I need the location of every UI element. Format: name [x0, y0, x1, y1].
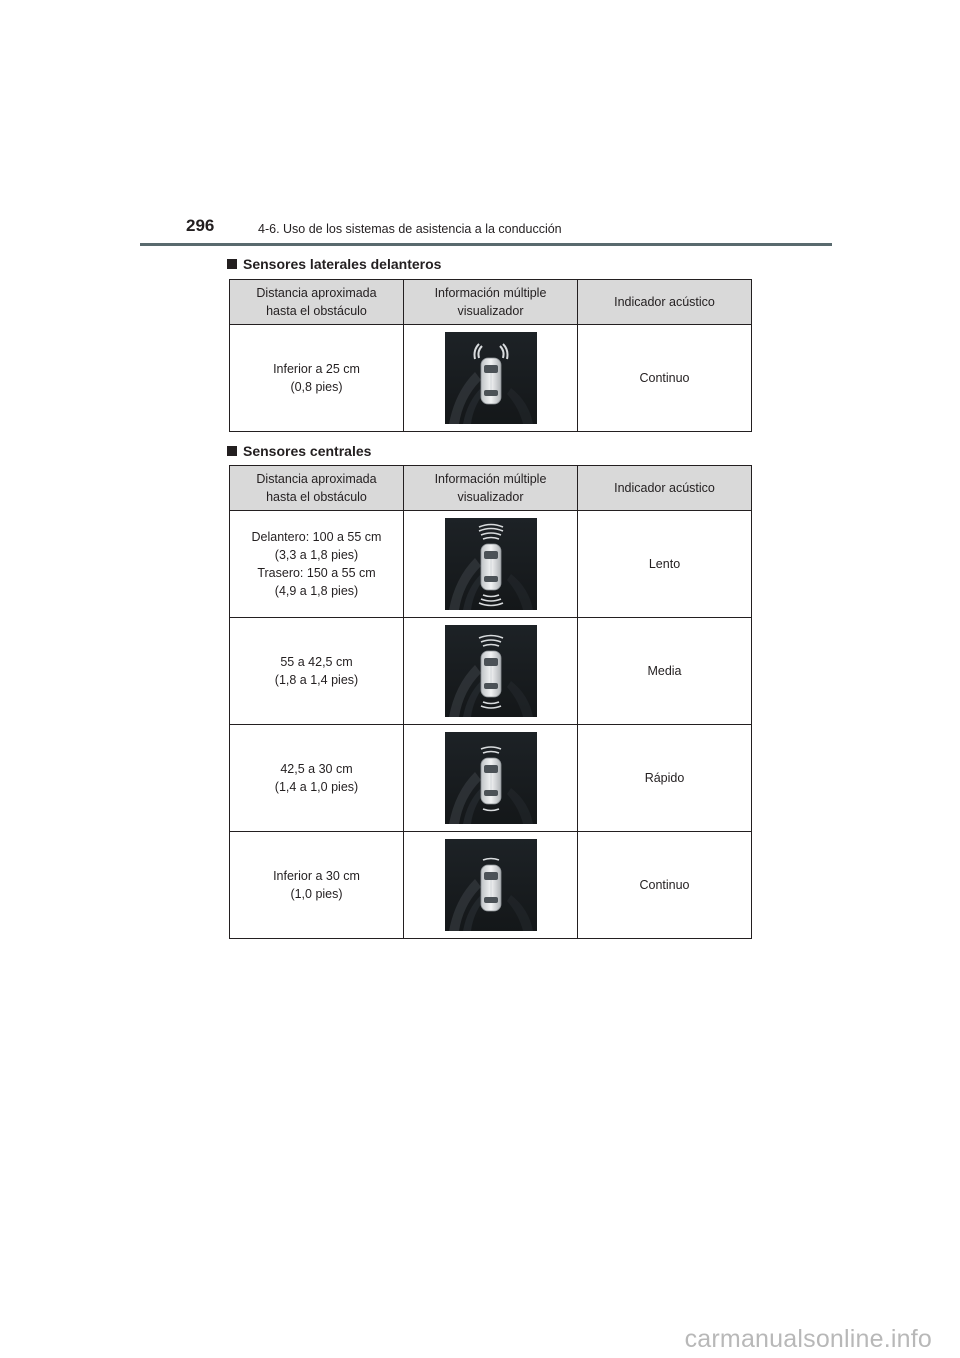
- front-side-table: [229, 279, 752, 432]
- front-side-sensor-display-image: [445, 332, 537, 424]
- table-row: [230, 325, 752, 432]
- center-sensor-display-fast-image: [445, 732, 537, 824]
- buzzer-cell: Lento: [578, 511, 752, 618]
- distance-cell: 55 a 42,5 cm (1,8 a 1,4 pies): [230, 618, 404, 725]
- section-header: 4-6. Uso de los sistemas de asistencia a la conducción: [258, 222, 562, 236]
- table-row: [230, 725, 752, 832]
- bullet-square-icon: [227, 259, 237, 269]
- page-number: 296: [186, 216, 215, 235]
- center-sensor-display-slow-image: [445, 518, 537, 610]
- center-sensor-display-medium-image: [445, 625, 537, 717]
- header-rule: [140, 243, 832, 246]
- display-cell: [404, 511, 578, 618]
- center-title: Sensores centrales: [243, 443, 372, 459]
- center-table: [229, 465, 752, 939]
- col-distance-header: Distancia aproximada hasta el obstáculo: [230, 280, 404, 325]
- center-heading: [227, 443, 371, 459]
- display-cell: [404, 725, 578, 832]
- distance-cell: 42,5 a 30 cm (1,4 a 1,0 pies): [230, 725, 404, 832]
- col-buzzer-header: Indicador acústico: [578, 466, 752, 511]
- col-buzzer-header: Indicador acústico: [578, 280, 752, 325]
- bullet-square-icon: [227, 446, 237, 456]
- watermark: carmanualsonline.info: [684, 1325, 932, 1353]
- display-cell: [404, 618, 578, 725]
- buzzer-cell: Continuo: [578, 325, 752, 432]
- buzzer-cell: Continuo: [578, 832, 752, 939]
- col-display-header: Información múltiple visualizador: [404, 466, 578, 511]
- distance-cell: Delantero: 100 a 55 cm (3,3 a 1,8 pies) Trasero: 150 a 55 cm (4,9 a 1,8 pies): [230, 511, 404, 618]
- front-side-heading: [227, 256, 441, 272]
- buzzer-cell: Media: [578, 618, 752, 725]
- col-distance-header: Distancia aproximada hasta el obstáculo: [230, 466, 404, 511]
- table-header-row: [230, 280, 752, 325]
- center-sensor-display-continuous-image: [445, 839, 537, 931]
- table-row: [230, 618, 752, 725]
- col-display-header: Información múltiple visualizador: [404, 280, 578, 325]
- table-header-row: [230, 466, 752, 511]
- front-side-title: Sensores laterales delanteros: [243, 256, 442, 272]
- buzzer-cell: Rápido: [578, 725, 752, 832]
- display-cell: [404, 325, 578, 432]
- distance-cell: Inferior a 25 cm (0,8 pies): [230, 325, 404, 432]
- table-row: [230, 511, 752, 618]
- display-cell: [404, 832, 578, 939]
- distance-cell: Inferior a 30 cm (1,0 pies): [230, 832, 404, 939]
- table-row: [230, 832, 752, 939]
